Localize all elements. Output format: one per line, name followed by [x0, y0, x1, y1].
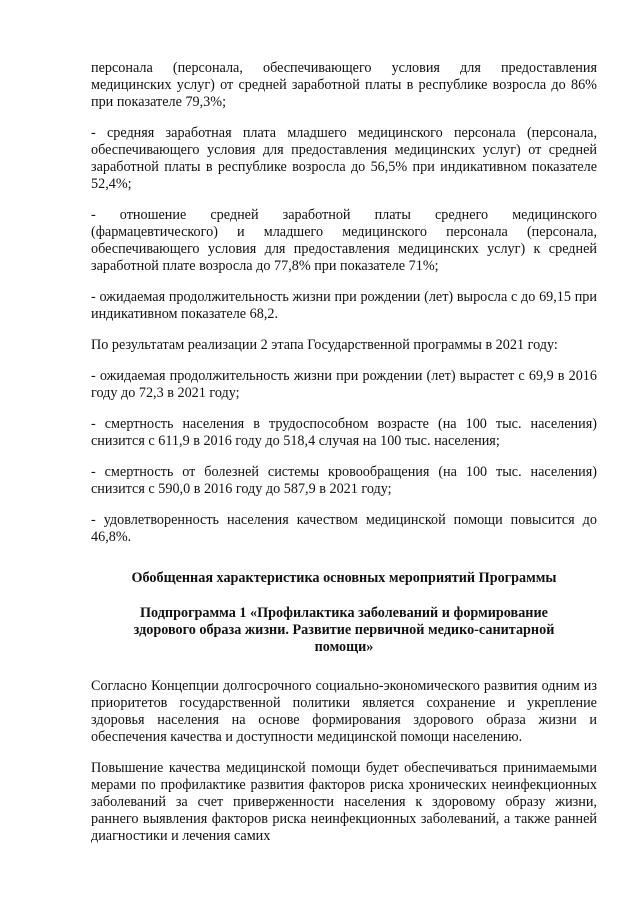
section-heading: Обобщенная характеристика основных мероприятий Программы [131, 570, 557, 586]
paragraph: - ожидаемая продолжительность жизни при рождении (лет) вырастет с 69,9 в 2016 году до 72,3 в 2021 году; [91, 368, 597, 401]
paragraph: персонала (персонала, обеспечивающего условия для предоставления медицинских услуг) от средней заработной платы в республике возросла до 86% при показателе 79,3%; [91, 60, 597, 110]
paragraph: Согласно Концепции долгосрочного социально-экономического развития одним из приоритетов государственной политики является сохранение и укрепление здоровья населения на основе формирования здорового образа жизни и обеспечения качества и доступности медицинской помощи населению. [91, 678, 597, 745]
paragraph: - отношение средней заработной платы среднего медицинского (фармацевтического) и младшего медицинского персонала (персонала, обеспечивающего условия для предоставления медицинских услуг) к средней заработной плате возросла до 77,8% при показателе 71%; [91, 207, 597, 274]
paragraph: По результатам реализации 2 этапа Государственной программы в 2021 году: [91, 337, 558, 353]
paragraph: - ожидаемая продолжительность жизни при рождении (лет) выросла с до 69,15 при индикативном показателе 68,2. [91, 289, 597, 322]
paragraph: Повышение качества медицинской помощи будет обеспечиваться принимаемыми мерами по профилактике развития факторов риска хронических неинфекционных заболеваний за счет приверженности населения к здоровому образу жизни, раннего выявления факторов риска неинфекционных заболеваний, а также ранней диагностики и лечения самих [91, 760, 597, 844]
paragraph: - смертность от болезней системы кровообращения (на 100 тыс. населения) снизится с 590,0 в 2016 году до 587,9 в 2021 году; [91, 464, 597, 497]
paragraph: - удовлетворенность населения качеством медицинской помощи повысится до 46,8%. [91, 512, 597, 545]
paragraph: - средняя заработная плата младшего медицинского персонала (персонала, обеспечивающего условия для предоставления медицинских услуг) от средней заработной платы в республике возросла до 56,5% при индикативном показателе 52,4%; [91, 125, 597, 192]
paragraph: - смертность населения в трудоспособном возрасте (на 100 тыс. населения) снизится с 611,9 в 2016 году до 518,4 случая на 100 тыс. населения; [91, 416, 597, 449]
subprogram-heading: Подпрограмма 1 «Профилактика заболеваний и формирование здорового образа жизни. Развитие первичной медико-санитарной помощи» [133, 605, 555, 655]
document-body [91, 60, 597, 859]
